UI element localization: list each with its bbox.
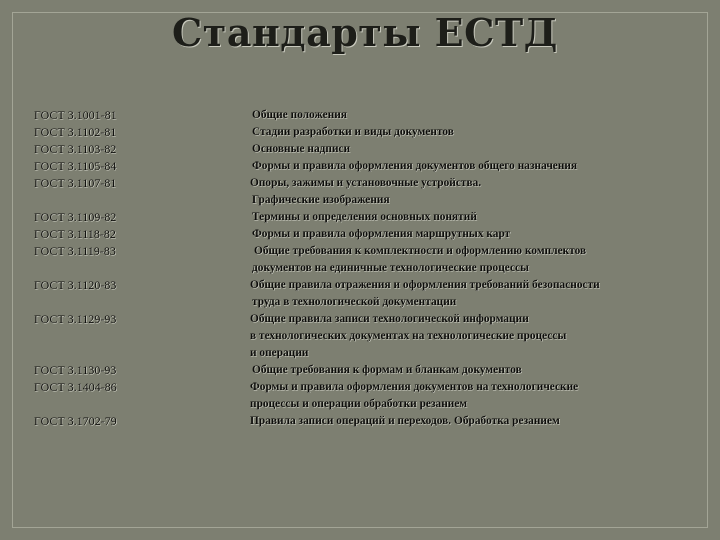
- standard-description: Общие требования к комплектности и оформлению комплектов: [254, 245, 587, 257]
- standard-code: ГОСТ 3.1105-84: [34, 159, 117, 173]
- standard-description: Формы и правила оформления документов на технологические: [250, 381, 579, 393]
- standard-code: ГОСТ 3.1109-82: [34, 210, 117, 224]
- standard-description: Термины и определения основных понятий: [252, 211, 477, 223]
- standard-code: ГОСТ 3.1107-81: [34, 176, 117, 190]
- standard-code: ГОСТ 3.1119-83: [34, 244, 116, 258]
- standard-description: труда в технологической документации: [252, 296, 457, 308]
- standard-description: Общие правила записи технологической информации: [250, 313, 529, 325]
- standard-code: ГОСТ 3.1702-79: [34, 414, 117, 428]
- standard-description: процессы и операции обработки резанием: [250, 398, 468, 410]
- standard-description: Стадии разработки и виды документов: [252, 126, 454, 138]
- standard-description: Опоры, зажимы и установочные устройства.: [250, 177, 482, 189]
- standard-description: Формы и правила оформления документов общего назначения: [252, 160, 578, 172]
- standard-description: Общие требования к формам и бланкам документов: [252, 364, 522, 376]
- standard-description: Основные надписи: [252, 143, 351, 155]
- standard-description: в технологических документах на технологические процессы: [250, 330, 567, 342]
- standard-code: ГОСТ 3.1102-81: [34, 125, 117, 139]
- standard-code: ГОСТ 3.1120-83: [34, 278, 117, 292]
- standard-description: и операции: [250, 347, 309, 359]
- standard-description: Правила записи операций и переходов. Обработка резанием: [250, 415, 560, 427]
- standard-description: документов на единичные технологические процессы: [252, 262, 529, 274]
- standard-description: Общие правила отражения и оформления требований безопасности: [250, 279, 600, 291]
- standard-description: Формы и правила оформления маршрутных карт: [252, 228, 511, 240]
- standard-code: ГОСТ 3.1001-81: [34, 108, 117, 122]
- standard-description: Графические изображения: [252, 194, 390, 206]
- slide-title: Стандарты ЕСТД: [172, 10, 558, 55]
- standard-code: ГОСТ 3.1404-86: [34, 380, 117, 394]
- standard-code: ГОСТ 3.1129-93: [34, 312, 117, 326]
- standard-description: Общие положения: [252, 109, 348, 121]
- standard-code: ГОСТ 3.1118-82: [34, 227, 116, 241]
- standard-code: ГОСТ 3.1130-93: [34, 363, 117, 377]
- standard-code: ГОСТ 3.1103-82: [34, 142, 117, 156]
